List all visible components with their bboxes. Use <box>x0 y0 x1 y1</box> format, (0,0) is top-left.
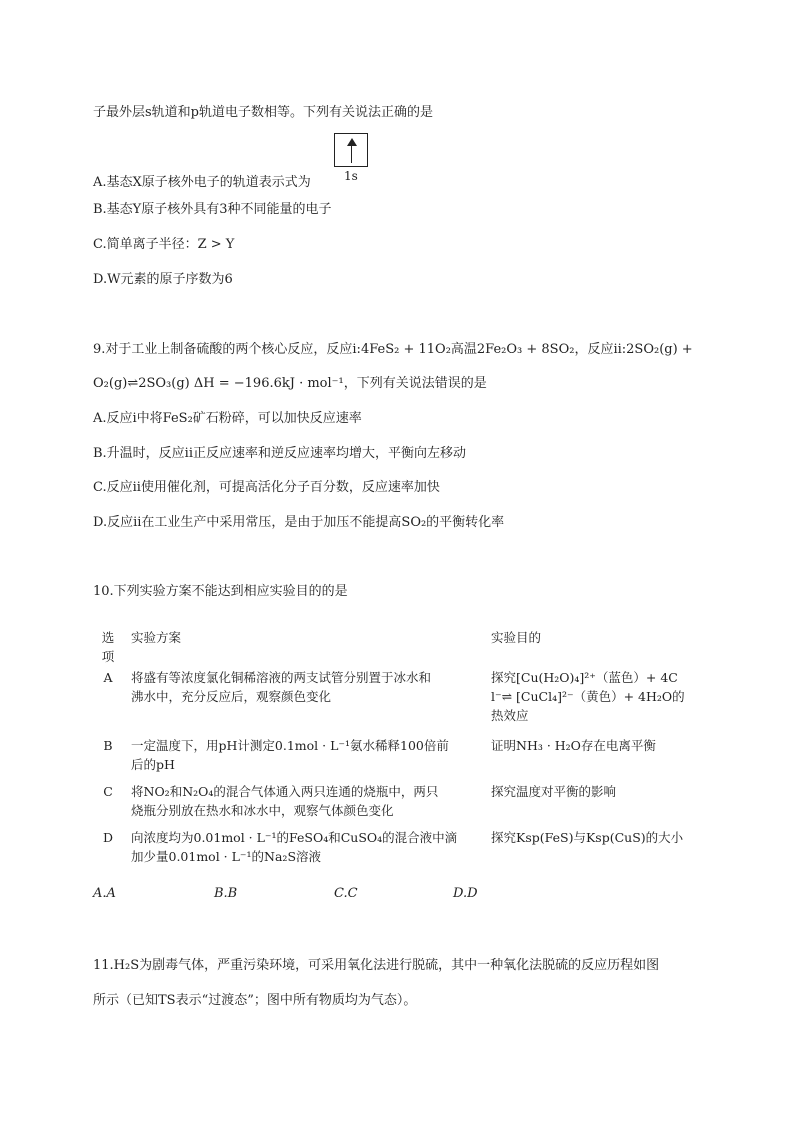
q10-choice-b: B.B <box>214 886 238 901</box>
q10-choice-d: D.D <box>453 886 478 901</box>
q8-option-b: B.基态Y原子核外具有3种不同能量的电子 <box>93 202 332 217</box>
row-option: C <box>103 784 113 799</box>
row-goal: 探究[Cu(H₂O)₄]²⁺（蓝色）+ 4C l⁻⇌ [CuCl₄]²⁻（黄色）+ 4H₂O的 热效应 <box>491 670 685 723</box>
table-row <box>93 736 701 782</box>
header-goal: 实验目的 <box>491 630 542 645</box>
table-row <box>93 782 701 828</box>
orbital-box <box>334 133 368 167</box>
row-plan: 将NO₂和N₂O₄的混合气体通入两只连通的烧瓶中，两只 烧瓶分别放在热水和冰水中，观察气体颜色变化 <box>131 784 439 818</box>
q10-choice-c: C.C <box>334 886 358 901</box>
orbital-label: 1s <box>344 169 358 183</box>
row-goal: 证明NH₃ · H₂O存在电离平衡 <box>491 738 656 753</box>
q8-intro: 子最外层s轨道和p轨道电子数相等。下列有关说法正确的是 <box>93 105 433 120</box>
q11-line-2: 所示（已知TS表示“过渡态”；图中所有物质均为气态）。 <box>93 993 417 1008</box>
q10-choice-a: A.A <box>93 886 116 901</box>
q9-option-a: A.反应i中将FeS₂矿石粉碎，可以加快反应速率 <box>93 411 362 426</box>
q8-option-a: A.基态X原子核外电子的轨道表示式为 <box>93 175 311 190</box>
q8-option-c: C.简单离子半径：Z > Y <box>93 237 235 252</box>
table-row <box>93 668 701 736</box>
q9-option-d: D.反应ii在工业生产中采用常压，是由于加压不能提高SO₂的平衡转化率 <box>93 515 505 530</box>
row-option: B <box>103 738 113 753</box>
table-row <box>93 828 701 874</box>
table-header-row <box>93 628 701 668</box>
row-plan: 将盛有等浓度氯化铜稀溶液的两支试管分别置于冰水和 沸水中，充分反应后，观察颜色变化 <box>131 670 432 704</box>
q11-line-1: 11.H₂S为剧毒气体，严重污染环境，可采用氧化法进行脱硫，其中一种氧化法脱硫的反应历程如图 <box>93 958 660 973</box>
q9-line-1: 9.对于工业上制备硫酸的两个核心反应，反应i:4FeS₂ + 11O₂高温2Fe₂O₃ + 8SO₂，反应ii:2SO₂(g) + <box>93 342 693 357</box>
row-option: D <box>102 830 114 845</box>
q8-option-d: D.W元素的原子序数为6 <box>93 272 233 287</box>
row-plan: 一定温度下，用pH计测定0.1mol · L⁻¹氨水稀释100倍前 后的pH <box>131 738 449 772</box>
q9-option-c: C.反应ii使用催化剂，可提高活化分子百分数，反应速率加快 <box>93 480 440 495</box>
q10-stem: 10.下列实验方案不能达到相应实验目的的是 <box>93 584 348 599</box>
header-option: 选 项 <box>101 630 115 664</box>
row-goal: 探究温度对平衡的影响 <box>491 784 617 799</box>
q9-line-2: O₂(g)⇌2SO₃(g) ΔH = −196.6kJ · mol⁻¹，下列有关说法错误的是 <box>93 376 487 391</box>
row-option: A <box>103 670 113 685</box>
row-goal: 探究Ksp(FeS)与Ksp(CuS)的大小 <box>491 830 684 845</box>
row-plan: 向浓度均为0.01mol · L⁻¹的FeSO₄和CuSO₄的混合液中滴 加少量0.01mol · L⁻¹的Na₂S溶液 <box>131 830 458 864</box>
experiment-table <box>93 628 701 874</box>
q9-option-b: B.升温时，反应ii正反应速率和逆反应速率均增大，平衡向左移动 <box>93 446 467 461</box>
header-plan: 实验方案 <box>131 630 182 645</box>
